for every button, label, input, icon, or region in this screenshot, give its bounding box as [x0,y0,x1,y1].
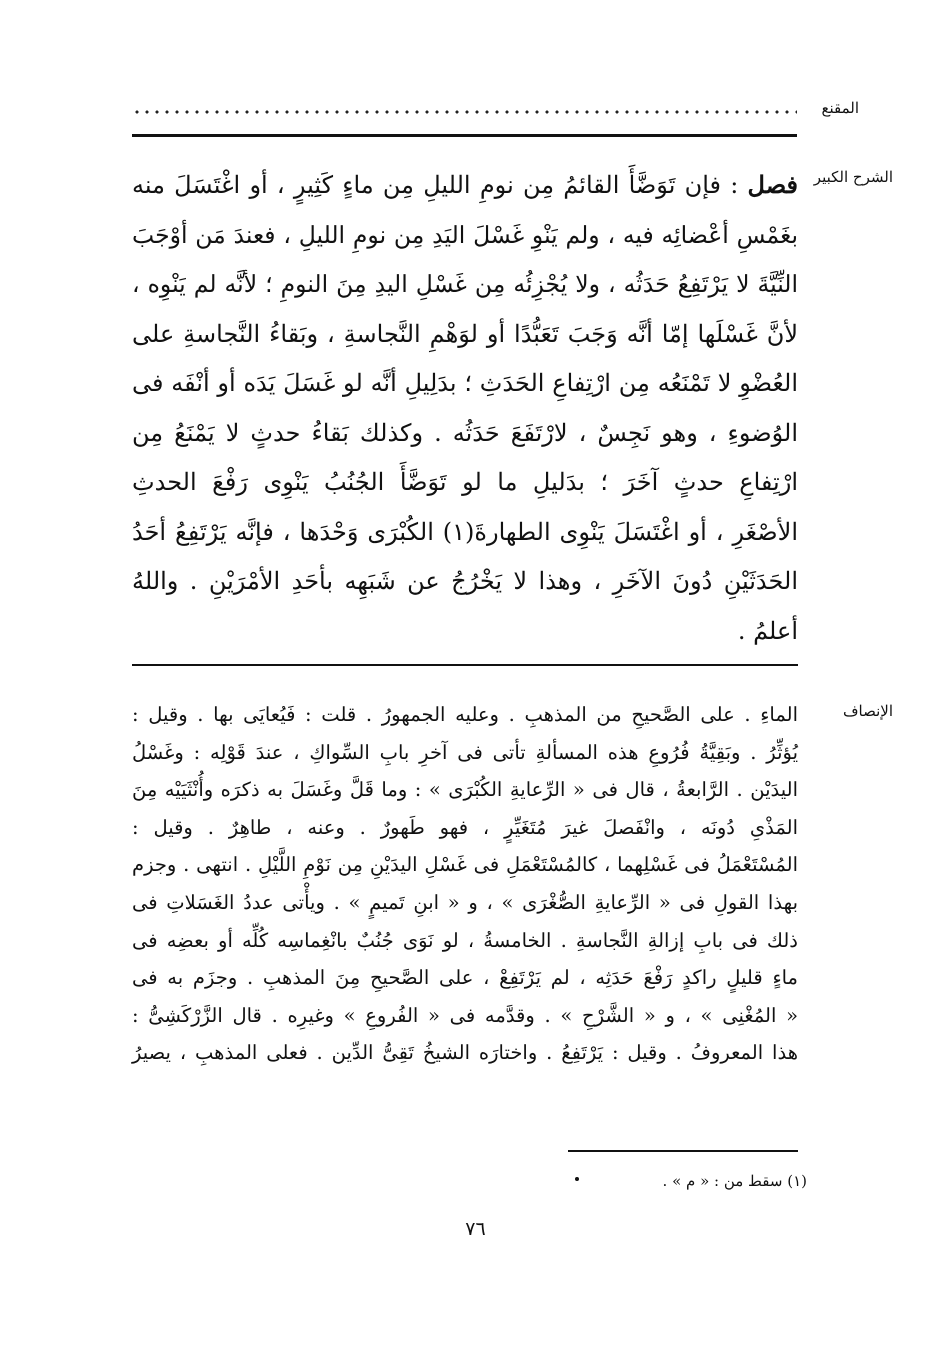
footnote-rule [568,1150,798,1152]
sharh-line: الأصْغَرِ ، أو اغْتَسَلَ يَنْوِى الطهارةَ(١) الكُبْرَى وَحْدَها ، فإنَّه يَرْتَفِعُ أحَدُ [132,517,798,546]
insaf-line: الماءِ . على الصَّحيحِ من المذهبِ . وعليه الجمهورُ . قلت : فَيُعايَى بها . وقيل : [132,703,798,726]
sharh-line: العُضْوِ لا تَمْنَعُه مِن ارْتِفاعِ الحَدَثِ ؛ بدَلِيلِ أنَّه لو غَسَلَ يَدَه أو أنْفَه فى [132,369,798,397]
insaf-line: ذلك فى بابِ إزالةِ النَّجاسةِ . الخامسةُ ، لو نَوَى جُنُبٌ بانْغِماسِه كُلِّه أو بعضِه فى [132,928,798,952]
sharh-line: الحَدَثَيْنِ دُونَ الآخَرِ ، وهذا لا يَخْرُجُ عن شَبَهِه بأحَدِ الأمْرَيْنِ . واللهُ [132,567,798,595]
insaf-line: المَذْىِ دُونَه ، وانْفَصلَ غيرَ مُتَغَيِّرٍ ، فهو طَهورٌ . وعنه ، طاهِرٌ . وقيل : [132,815,798,839]
insaf-line: ماءٍ قليلٍ راكدٍ رَفْعَ حَدَثِه ، لم يَرْتَفِعْ ، على الصَّحيحِ مِنَ المذهبِ . وجزَم به فى [132,966,798,990]
footnote: (١) سقط من : « م » . [662,1172,807,1190]
sharh-line: الوُضوءِ ، وهو نَجِسٌ ، لارْتَفَعَ حَدَثُه . وكذلك بَقاءُ حدثٍ لا يَمْنَعُ مِن [132,418,798,447]
insaf-line: بهذا القولِ فى « الرِّعايةِ الصُّغْرَى » ، و « ابنِ تَميمٍ » . ويأْتى عددُ الغَسَلاتِ فى [132,890,799,914]
header-rule [132,134,797,137]
section-divider [132,664,798,666]
sharh-line: أعلمُ . [737,616,798,645]
sharh-line: فصل : فإن تَوَضَّأَ القائمُ مِن نومِ الليلِ مِن ماءٍ كَثِيرٍ ، أو اغْتَسَلَ منه [132,170,798,199]
sharh-line: لأنَّ غَسْلَها إمّا أنَّه وَجَبَ تَعَبُّدًا أو لوَهْمِ النَّجاسةِ ، وبَقاءُ النَّجاسةِ على [132,319,798,348]
insaf-line: اليدَيْن . الرَّابعةُ ، قال فى « الرِّعايةِ الكُبْرَى » : وما قَلَّ وغَسَلَ به ذكرَه وأُنْثَيَيْه مِنَ [132,778,798,802]
sharh-line: ارْتِفاعِ حدثٍ آخَرَ ؛ بدَليلِ ما لو تَوَضَّأَ الجُنُبُ يَنْوِى رَفْعَ الحدثِ [132,468,798,496]
insaf-text [132,696,798,1072]
sharh-line: النِّيَّةَ لا يَرْتَفِعُ حَدَثُه ، ولا يُجْزِئُه مِن غَسْلِ اليدِ مِنَ النومِ ؛ لأنَّه لم يَنْوِه ، [132,270,798,298]
sharh-text [132,160,798,656]
sharh-line: بغَمْسِ أعْضائِه فيه ، ولم يَنْوِ غَسْلَ اليَدِ مِن نومِ الليلِ ، فعندَ مَن أوْجَبَ [132,220,798,249]
insaf-line: « المُغْنِى » ، و « الشَّرْحِ » . وقدَّمه فى « الفُروعِ » وغيرِه . قال الزَّرْكَشِىُّ : [132,1003,798,1027]
running-header-title: المقنع [821,99,859,117]
insaf-margin-label: الإنصاف [842,702,893,720]
insaf-line: يُؤثِّرُ . وبَقِيَّةُ فُرُوعِ هذه المسألةِ تأتى فى آخرِ بابِ السِّواكِ ، عندَ قَوْلِه : وغَسْلُ [132,740,798,764]
dotted-header-rule [132,108,797,116]
insaf-line: هذا المعروفُ . وقيل : يَرْتَفِعُ . واختارَه الشيخُ تَقِىُّ الدِّين . فعلى المذهبِ ، يصيرُ [132,1041,798,1065]
sharh-margin-label: الشرح الكبير [813,168,893,186]
section-lead-word: فصل [747,170,798,199]
print-speck [575,1177,579,1181]
insaf-line: المُسْتَعْمَلُ فى غَسْلِهما ، كالمُسْتَعْمَلِ فى غَسْلِ اليدَيْنِ مِن نَوْمِ اللَّيْلِ . انتهى . وجزم [132,853,798,877]
page-number: ٧٦ [465,1218,486,1240]
